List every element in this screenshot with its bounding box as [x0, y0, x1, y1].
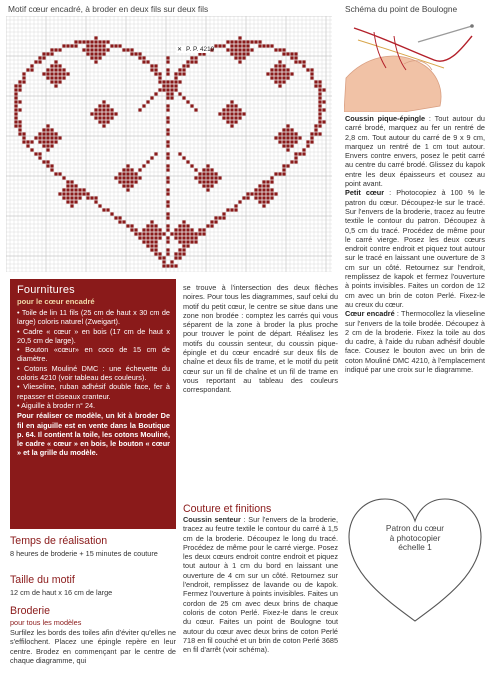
svg-text:✕: ✕	[177, 47, 183, 53]
supplies-title: Fournitures	[17, 284, 75, 296]
pincushion-paragraph	[345, 114, 485, 188]
time-text: 8 heures de broderie + 15 minutes de couture	[10, 549, 158, 558]
supplies-item: • Cadre « cœur » en bois (17 cm de haut x 20,5 cm de large).	[17, 326, 170, 345]
supplies-box	[10, 279, 176, 529]
size-title: Taille du motif	[10, 574, 75, 586]
stitch-diagram-caption: Schéma du point de Boulogne	[345, 4, 458, 14]
pattern-caption: Motif cœur encadré, à broder en deux fils sur deux fils	[8, 4, 209, 14]
heart-label-line-1: Patron du cœur	[385, 523, 445, 533]
framed-heart-heading: Cœur encadré	[345, 309, 395, 319]
supplies-item: • Toile de lin 11 fils (25 cm de haut x 30 cm de large) coloris naturel (Zweigart).	[17, 308, 170, 327]
small-heart-heading: Petit cœur	[345, 188, 385, 198]
framed-heart-paragraph	[345, 309, 485, 374]
size-text: 12 cm de haut x 16 cm de large	[10, 588, 113, 597]
finishing-instructions-right	[345, 114, 485, 374]
supplies-list	[17, 308, 170, 410]
supplies-subtitle: pour le cœur encadré	[17, 297, 95, 306]
heart-template-outline	[345, 495, 485, 627]
embroidery-title: Broderie	[10, 605, 51, 617]
framed-heart-text: : Thermocollez la vlieseline sur l'envers de la toile brodée. Découpez à 2 cm de la broderie. Fixez la toile au dos du cadre, à l'aide du ruban adhésif double face. Cousez le bouton avec un brin de coton Mouliné DMC 4210, à l'emplacement indiqué par une croix sur le diagramme.	[345, 309, 486, 375]
cross-stitch-chart	[6, 16, 332, 272]
chart-grid	[6, 16, 332, 272]
kit-note: Pour réaliser ce modèle, un kit à broder De fil en aiguille est en vente dans la Boutique p. 64. Il contient la toile, les cotons Mouliné, le cadre « cœur » en bois, le bouton « cœur » et la grille du modèle.	[17, 411, 170, 458]
pincushion-text: : Tout autour du carré brodé, marquez au fer un rentré de 2,8 cm. Tout autour du carré de 9 x 9 cm, marquez un rentré de 1 cm tout autour. Envers contre envers, posez le petit carré au centre du carré brodé. Glissez du kapok entre les deux épaisseurs et cousez au point avant.	[345, 114, 485, 189]
pattern-code-label: P. P. 4210	[186, 46, 215, 53]
supplies-item: • Vlieseline, ruban adhésif double face, fer à repasser et ciseaux cranteur.	[17, 382, 170, 401]
sewing-text: : Sur l'envers de la broderie, tracez au feutre textile le contour du carré à 1,5 cm de la broderie. Découpez le long du tracé. Procédez de même pour le carré vierge. Posez les deux cœurs endroit contre endroit et piquez tout autour à 1 cm du bord en laissant une ouverture de 4 cm sur un côté. Retournez sur l'endroit, remplissez de lavande ou de kapok. Fermez l'ouverture à points invisibles. Faites un cordon de 25 cm avec deux brins de chaque coloris de coton Perlé. Fixez-le dans le creux du cœur. Faites un point de Boulogne tout autour du cœur avec deux brins de coton Perlé 718 en fil couché et un brin de coton Perlé 3685 en fil d'arrêt (voir schéma).	[183, 515, 339, 655]
supplies-item: • Bouton «cœur» en coco de 15 cm de diamètre.	[17, 345, 170, 364]
pincushion-heading: Coussin pique-épingle	[345, 114, 426, 123]
small-heart-text: : Photocopiez à 100 % le patron du cœur. Découpez-le sur le tracé. Sur l'envers de la broderie, tracez au feutre textile le contour du patron. Découpez à 0,5 cm du tracé. Procédez de même pour le carré vierge. Posez les deux cœurs endroit contre endroit et piquez tout autour sur le tracé en laissant une ouverture de 3 cm sur un côté. Retournez sur l'endroit, remplissez de kapok et fermez l'ouverture à points invisibles. Faites un cordon de 12 cm avec un brin de coton Perlé. Fixez-le au creux du cœur.	[345, 188, 485, 309]
embroidery-subtitle: pour tous les modèles	[10, 618, 82, 627]
time-title: Temps de réalisation	[10, 535, 108, 547]
heart-template-label	[370, 524, 460, 553]
sewing-title: Couture et finitions	[183, 503, 272, 515]
embroidery-text-continued: se trouve à l'intersection des deux flèches noires. Pour tous les diagrammes, sauf celui du motif du petit cœur, le centre se situe dans une zone non brodée : comptez les carrés qui vous séparent de la zone à broder la plus proche pour trouver le point de départ. Réalisez les motifs du coussin senteur, du coussin pique-épingle et du cœur encadré sur deux fils de chaîne et deux fils de trame, et le motif du petit cœur sur un fil de chaîne et un fil de trame en vous reportant au tableau des couleurs correspondant.	[183, 283, 338, 395]
heart-label-line-3: échelle 1	[398, 542, 432, 553]
sewing-heading: Coussin senteur	[183, 515, 241, 524]
supplies-item: • Aiguille à broder n° 24.	[17, 400, 96, 410]
boulogne-stitch-illustration	[344, 18, 486, 112]
small-heart-paragraph	[345, 188, 485, 309]
heart-label-line-2: à photocopier	[389, 532, 441, 543]
embroidery-text: Surfilez les bords des toiles afin d'éviter qu'elles ne s'effilochent. Placez une épingle repère en leur centre. Brodez en commençant par le centre de chaque diagramme, qui	[10, 628, 176, 665]
supplies-item: • Cotons Mouliné DMC : une échevette du coloris 4210 (voir tableau des couleurs).	[17, 363, 170, 383]
sewing-paragraph	[183, 515, 338, 654]
